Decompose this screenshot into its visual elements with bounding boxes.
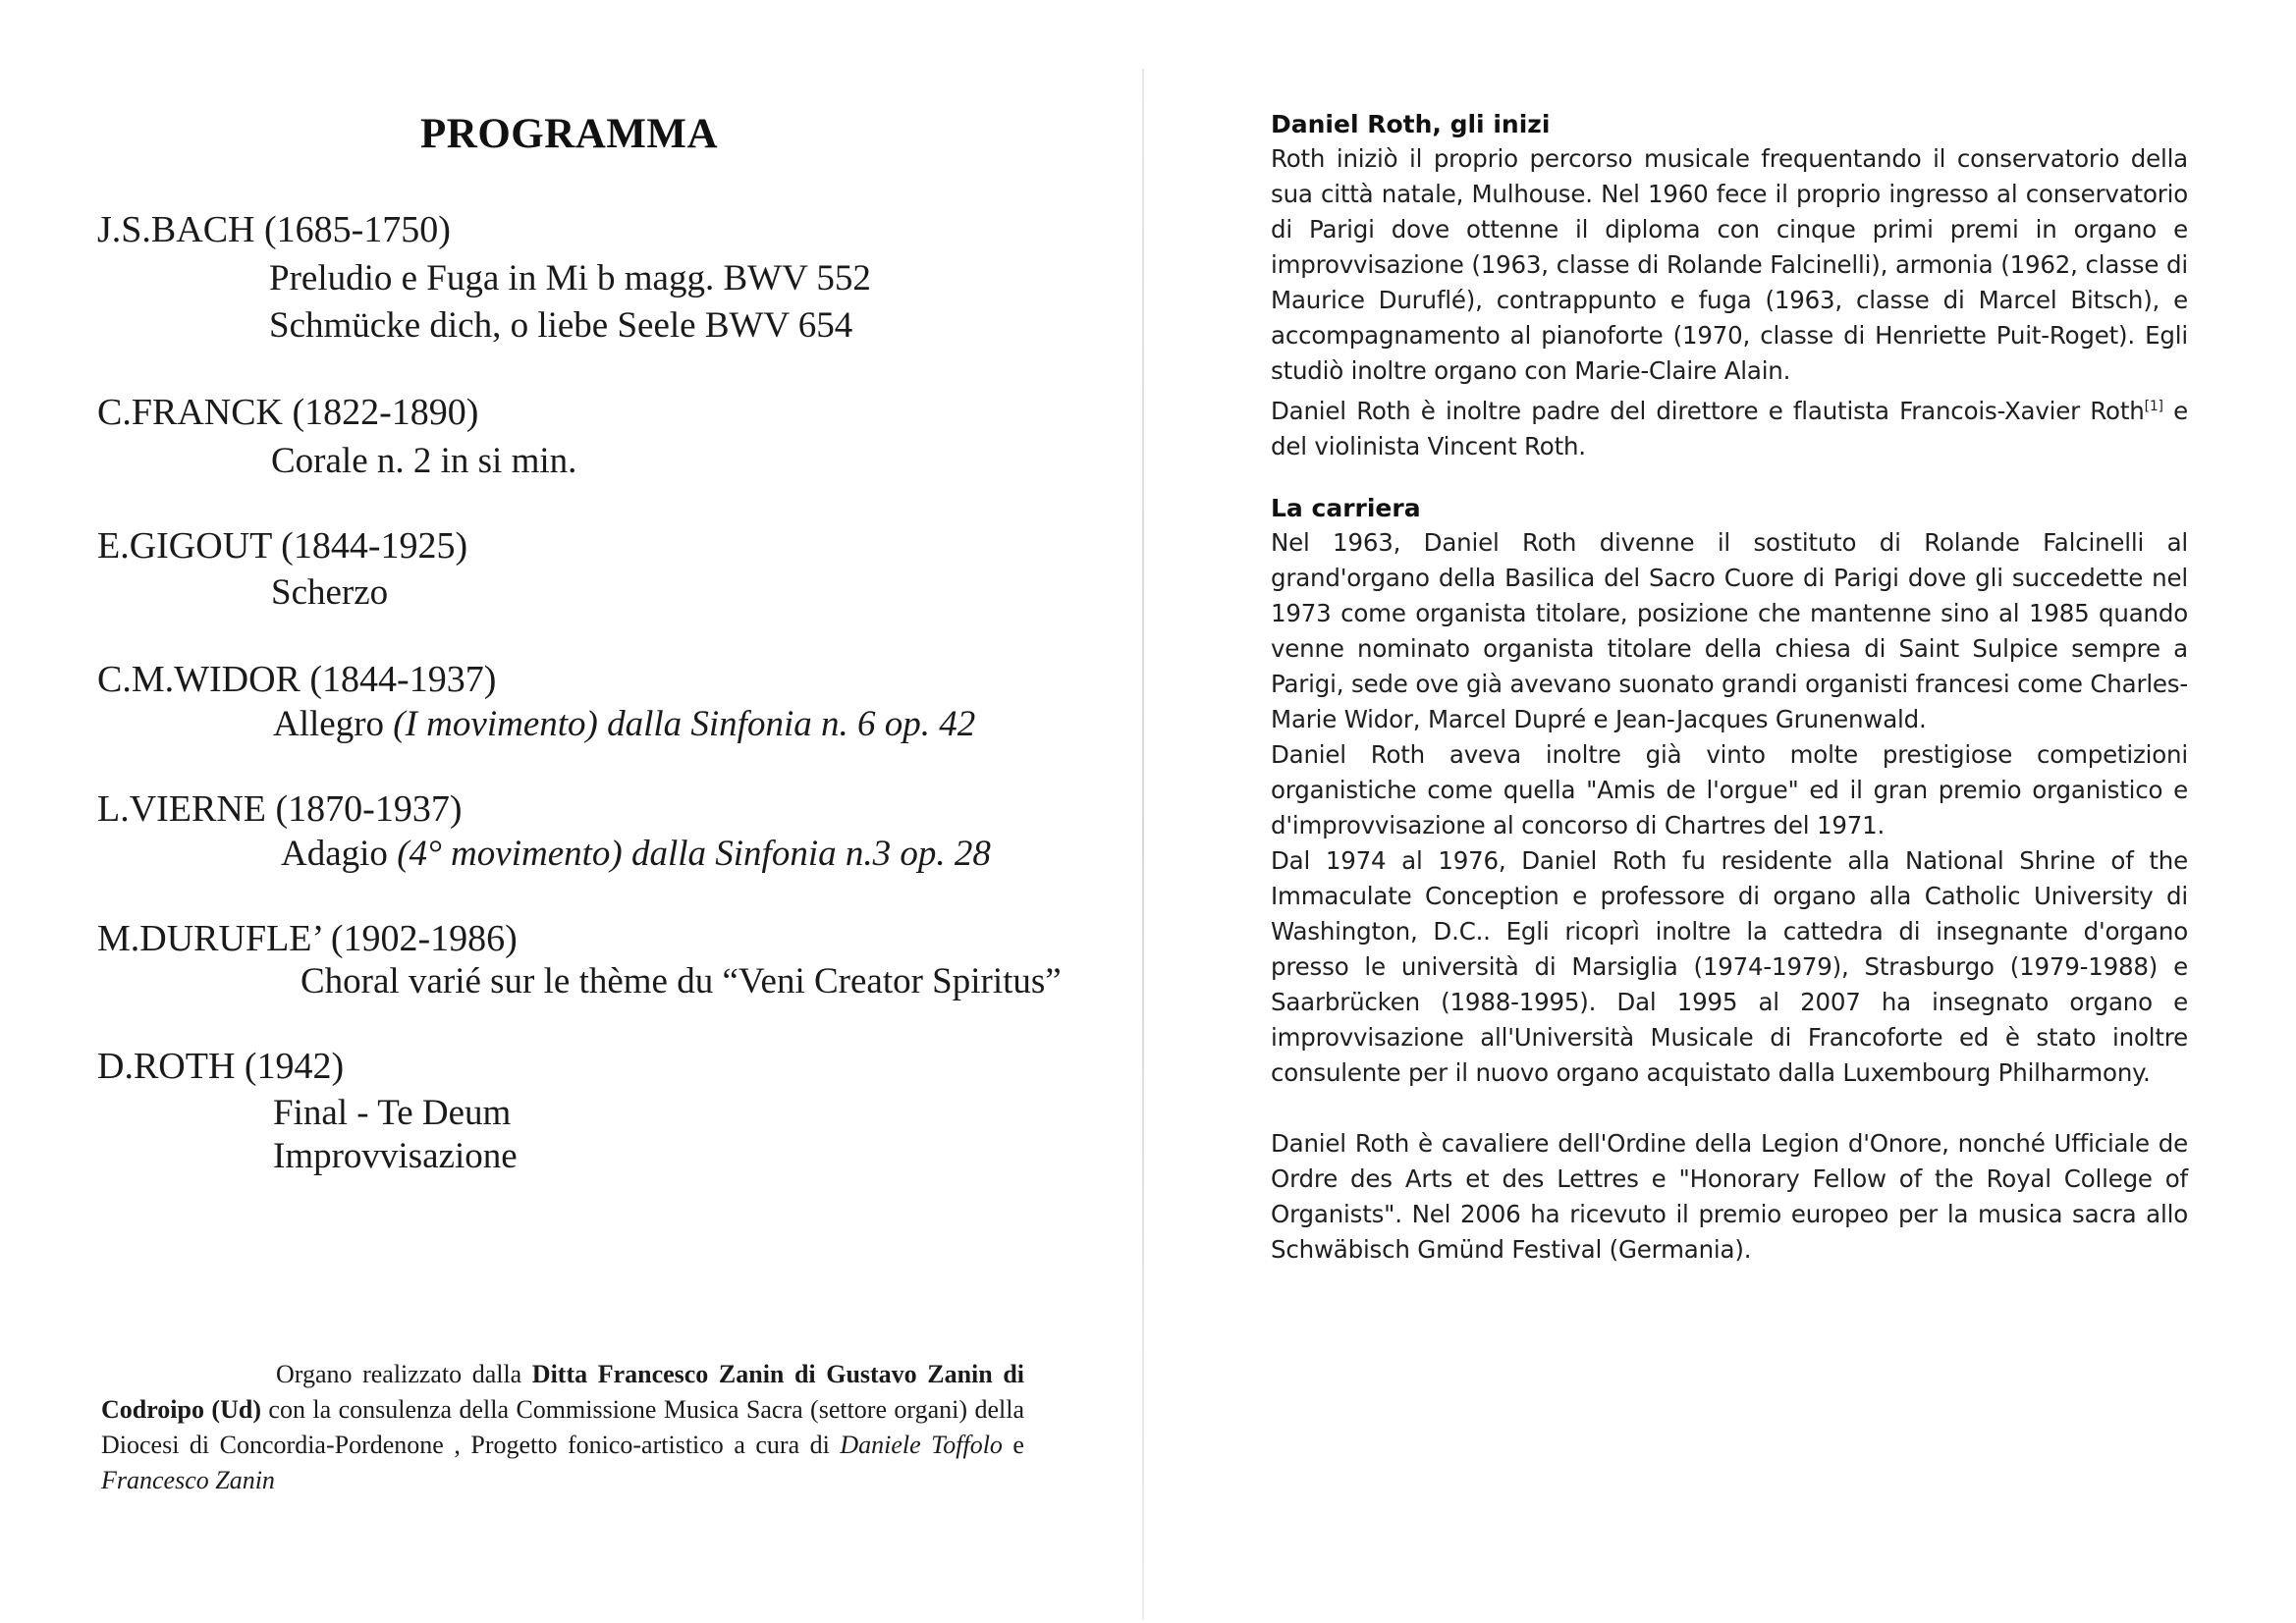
- composer-durufle: M.DURUFLE’ (1902-1986): [97, 918, 518, 959]
- piece-durufle: Choral varié sur le thème du “Veni Creator Spiritus”: [301, 961, 1062, 1001]
- composer-widor: C.M.WIDOR (1844-1937): [97, 659, 497, 700]
- left-page: [0, 0, 1139, 1623]
- paragraph-career-2: Daniel Roth aveva inoltre già vinto molte prestigiose competizioni organistiche come quella "Amis de l'orgue" ed il gran premio organistico e d'improvvisazione al concorso di Chartres del 1971.: [1271, 740, 2188, 839]
- piece-franck: Corale n. 2 in si min.: [271, 441, 577, 481]
- organ-note-designer-2: Francesco Zanin: [101, 1466, 275, 1494]
- composer-vierne: L.VIERNE (1870-1937): [97, 788, 463, 830]
- composer-roth: D.ROTH (1942): [97, 1046, 345, 1087]
- organ-note-builder: Ditta Francesco Zanin di Gustavo Zanin di Codroipo (Ud): [101, 1360, 1024, 1424]
- piece-bach-2: Schmücke dich, o liebe Seele BWV 654: [269, 305, 853, 346]
- piece-vierne: [281, 833, 991, 875]
- section-heading-beginnings: Daniel Roth, gli inizi: [1271, 110, 1551, 138]
- piece-widor-title: Allegro: [273, 704, 394, 744]
- paragraph-family-a: Daniel Roth è inoltre padre del direttore e flautista Francois-Xavier Roth: [1271, 397, 2145, 425]
- paragraph-honors: Daniel Roth è cavaliere dell'Ordine della Legion d'Onore, nonché Ufficiale de Ordre des Arts et des Lettres e "Honorary Fellow of the Royal College of Organists". Nel 2006 ha ricevuto il premio europeo per la musica sacra allo Schwäbisch Gmünd Festival (Germania).: [1271, 1129, 2188, 1264]
- paragraph-career-3: Dal 1974 al 1976, Daniel Roth fu residente alla National Shrine of the Immaculate Conception e professore di organo alla Catholic University di Washington, D.C.. Egli ricoprì inoltre la cattedra di insegnante d'organo presso le università di Marsiglia (1974-1979), Strasburgo (1979-1988) e Saarbrücken (1988-1995). Dal 1995 al 2007 ha insegnato organo e improvvisazione all'Università Musicale di Francoforte ed è stato inoltre consulente per il nuovo organo acquistato dalla Luxembourg Philharmony.: [1271, 846, 2188, 1087]
- footnote-ref: [1]: [2144, 399, 2163, 414]
- paragraph-family: [1271, 389, 2188, 464]
- paragraph-family-b: e del violinista Vincent Roth.: [1271, 397, 2188, 460]
- page-fold: [1142, 69, 1144, 1620]
- piece-vierne-title: Adagio: [281, 834, 398, 874]
- piece-widor: [273, 703, 975, 745]
- organ-note-designer-1: Daniele Toffolo: [840, 1431, 1003, 1459]
- paragraph-career-1: Nel 1963, Daniel Roth divenne il sostituto di Rolande Falcinelli al grand'organo della Basilica del Sacro Cuore di Parigi dove gli succedette nel 1973 come organista titolare, posizione che mantenne sino al 1985 quando venne nominato organista titolare della chiesa di Saint Sulpice sempre a Parigi, sede ove già avevano suonato grandi organisti francesi come Charles-Marie Widor, Marcel Dupré e Jean-Jacques Grunenwald.: [1271, 528, 2188, 733]
- piece-roth-2: Improvvisazione: [273, 1136, 518, 1176]
- piece-vierne-detail: (4° movimento) dalla Sinfonia n.3 op. 28: [397, 834, 991, 874]
- piece-roth-1: Final - Te Deum: [273, 1093, 512, 1133]
- organ-builder-note: [101, 1357, 1024, 1498]
- piece-gigout: Scherzo: [271, 572, 389, 613]
- right-page: [1271, 108, 2188, 1268]
- piece-widor-detail: (I movimento) dalla Sinfonia n. 6 op. 42: [393, 704, 976, 744]
- organ-note-text1: Organo realizzato dalla: [276, 1360, 532, 1388]
- organ-note-text3: e: [1002, 1431, 1024, 1459]
- organ-note-text2: con la consulenza della Commissione Musica Sacra (settore organi) della Diocesi di Concordia-Pordenone , Progetto fonico-artistico a cura di: [101, 1395, 1024, 1459]
- section-heading-career: La carriera: [1271, 494, 1421, 522]
- piece-bach-1: Preludio e Fuga in Mi b magg. BWV 552: [269, 258, 871, 298]
- composer-gigout: E.GIGOUT (1844-1925): [97, 525, 468, 567]
- paragraph-beginnings: Roth iniziò il proprio percorso musicale frequentando il conservatorio della sua città natale, Mulhouse. Nel 1960 fece il proprio ingresso al conservatorio di Parigi dove ottenne il diploma con cinque primi premi in organo e improvvisazione (1963, classe di Rolande Falcinelli), armonia (1962, classe di Maurice Duruflé), contrappunto e fuga (1963, classe di Marcel Bitsch), e accompagnamento al pianoforte (1970, classe di Henriette Puit-Roget). Egli studiò inoltre organo con Marie-Claire Alain.: [1271, 144, 2188, 385]
- composer-franck: C.FRANCK (1822-1890): [97, 392, 479, 433]
- program-title: PROGRAMMA: [420, 111, 719, 157]
- composer-bach: J.S.BACH (1685-1750): [97, 209, 451, 250]
